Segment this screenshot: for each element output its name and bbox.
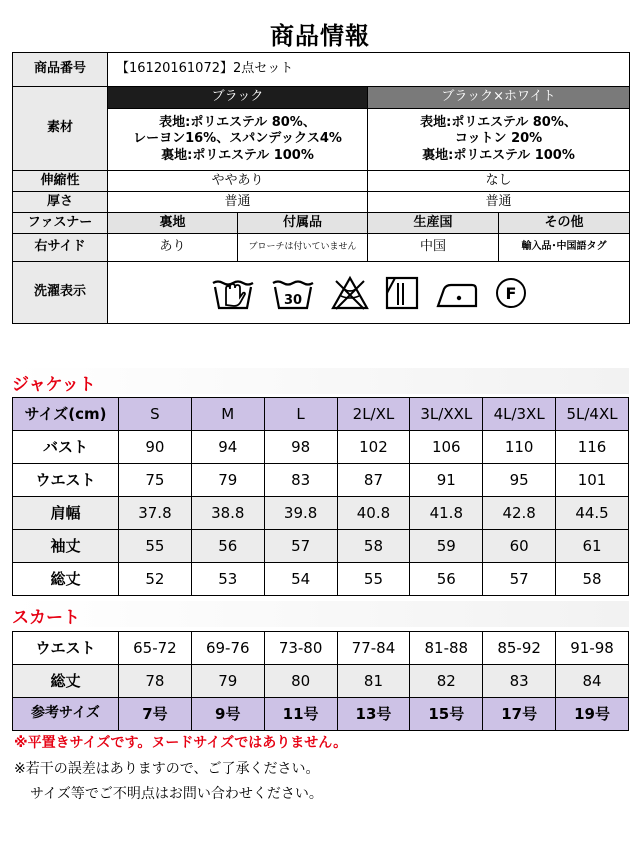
row-label: ウエスト xyxy=(13,464,119,497)
table-cell: 95 xyxy=(483,464,556,497)
material-black-white-line: コットン 20% xyxy=(454,131,543,147)
table-cell: 15号 xyxy=(410,698,483,731)
table-cell: 37.8 xyxy=(119,497,192,530)
note-flat-measure: ※平置きサイズです。ヌードサイズではありません。 xyxy=(14,735,348,751)
table-cell: 11号 xyxy=(264,698,337,731)
table-cell: 9号 xyxy=(191,698,264,731)
table-cell: 57 xyxy=(264,530,337,563)
table-cell: 79 xyxy=(191,464,264,497)
table-cell: 87 xyxy=(337,464,410,497)
accessory-label: 付属品 xyxy=(238,213,368,234)
table-cell: 116 xyxy=(556,431,629,464)
note-inquiry: サイズ等でご不明点はお問い合わせください。 xyxy=(30,786,323,802)
table-cell: 7号 xyxy=(119,698,192,731)
row-label: ウエスト xyxy=(13,632,119,665)
table-cell: 59 xyxy=(410,530,483,563)
table-cell: 40.8 xyxy=(337,497,410,530)
table-cell: 53 xyxy=(191,563,264,596)
table-cell: 80 xyxy=(264,665,337,698)
jacket-header-cell: 4L/3XL xyxy=(483,398,556,431)
material-black-white xyxy=(368,109,630,171)
table-cell: 83 xyxy=(264,464,337,497)
material-black-white-line: 裏地:ポリエステル 100% xyxy=(422,147,575,163)
row-label: 袖丈 xyxy=(13,530,119,563)
table-row xyxy=(13,665,629,698)
side-label: 右サイド xyxy=(13,234,108,262)
jacket-header-cell: 2L/XL xyxy=(337,398,410,431)
jacket-heading-bar xyxy=(12,368,629,394)
stretch-label: 伸縮性 xyxy=(13,171,108,192)
table-cell: 58 xyxy=(556,563,629,596)
table-row xyxy=(13,563,629,596)
skirt-heading-bar xyxy=(12,601,629,627)
table-cell: 41.8 xyxy=(410,497,483,530)
table-cell: 57 xyxy=(483,563,556,596)
iron-low-icon xyxy=(434,275,480,311)
table-cell: 55 xyxy=(337,563,410,596)
thickness-black-white: 普通 xyxy=(368,192,630,213)
row-label: バスト xyxy=(13,431,119,464)
table-row xyxy=(13,431,629,464)
material-black xyxy=(108,109,368,171)
table-row xyxy=(13,464,629,497)
table-cell: 85-92 xyxy=(483,632,556,665)
row-label: 参考サイズ xyxy=(13,698,119,731)
accessory-value: ブローチは付いていません xyxy=(238,234,368,262)
table-cell: 75 xyxy=(119,464,192,497)
dry-clean-letter: F xyxy=(505,283,516,303)
no-bleach-icon xyxy=(330,275,370,311)
table-row xyxy=(13,497,629,530)
row-label: 総丈 xyxy=(13,563,119,596)
table-cell: 13号 xyxy=(337,698,410,731)
page-title: 商品情報 xyxy=(270,22,370,50)
row-label: 肩幅 xyxy=(13,497,119,530)
table-row xyxy=(13,698,629,731)
table-cell: 106 xyxy=(410,431,483,464)
table-cell: 44.5 xyxy=(556,497,629,530)
wash-temp-text: 30 xyxy=(283,292,302,308)
color-black-header: ブラック xyxy=(108,87,368,109)
material-black-line: 表地:ポリエステル 80%、 xyxy=(159,115,316,131)
stretch-black-white: なし xyxy=(368,171,630,192)
table-cell: 94 xyxy=(191,431,264,464)
table-cell: 42.8 xyxy=(483,497,556,530)
table-cell: 56 xyxy=(191,530,264,563)
origin-label: 生産国 xyxy=(368,213,499,234)
table-cell: 58 xyxy=(337,530,410,563)
other-value: 輸入品･中国語タグ xyxy=(499,234,630,262)
stretch-black: ややあり xyxy=(108,171,368,192)
table-cell: 78 xyxy=(119,665,192,698)
thickness-label: 厚さ xyxy=(13,192,108,213)
jacket-header-cell: サイズ(cm) xyxy=(13,398,119,431)
fastener-label: ファスナー xyxy=(13,213,108,234)
wash-30-icon xyxy=(270,275,316,311)
product-info-table xyxy=(12,52,630,324)
wash-symbols xyxy=(108,262,630,324)
table-cell: 98 xyxy=(264,431,337,464)
table-cell: 79 xyxy=(191,665,264,698)
wash-label: 洗濯表示 xyxy=(13,262,108,324)
table-cell: 77-84 xyxy=(337,632,410,665)
table-cell: 38.8 xyxy=(191,497,264,530)
table-cell: 91-98 xyxy=(556,632,629,665)
table-row xyxy=(13,632,629,665)
table-cell: 110 xyxy=(483,431,556,464)
table-cell: 84 xyxy=(556,665,629,698)
material-black-line: 裏地:ポリエステル 100% xyxy=(161,147,314,163)
product-number-value: 【16120161072】2点セット xyxy=(108,53,630,87)
table-cell: 19号 xyxy=(556,698,629,731)
table-cell: 55 xyxy=(119,530,192,563)
jacket-heading: ジャケット xyxy=(12,375,96,395)
table-cell: 91 xyxy=(410,464,483,497)
origin-value: 中国 xyxy=(368,234,499,262)
material-black-line: レーヨン16%、スパンデックス4% xyxy=(133,131,342,147)
jacket-header-cell: 3L/XXL xyxy=(410,398,483,431)
material-black-white-line: 表地:ポリエステル 80%、 xyxy=(420,115,577,131)
skirt-size-table xyxy=(12,631,629,731)
skirt-heading: スカート xyxy=(12,608,80,628)
table-cell: 73-80 xyxy=(264,632,337,665)
table-cell: 65-72 xyxy=(119,632,192,665)
table-cell: 54 xyxy=(264,563,337,596)
table-row xyxy=(13,530,629,563)
jacket-header-cell: 5L/4XL xyxy=(556,398,629,431)
table-cell: 90 xyxy=(119,431,192,464)
table-cell: 60 xyxy=(483,530,556,563)
jacket-header-cell: L xyxy=(264,398,337,431)
table-cell: 102 xyxy=(337,431,410,464)
table-cell: 17号 xyxy=(483,698,556,731)
lining-value: あり xyxy=(108,234,238,262)
other-label: その他 xyxy=(499,213,630,234)
table-cell: 52 xyxy=(119,563,192,596)
lining-label: 裏地 xyxy=(108,213,238,234)
table-cell: 81 xyxy=(337,665,410,698)
thickness-black: 普通 xyxy=(108,192,368,213)
dry-clean-f-icon xyxy=(494,276,528,310)
drip-dry-icon xyxy=(384,275,420,311)
jacket-header-cell: S xyxy=(119,398,192,431)
table-cell: 56 xyxy=(410,563,483,596)
table-cell: 39.8 xyxy=(264,497,337,530)
table-cell: 61 xyxy=(556,530,629,563)
table-cell: 81-88 xyxy=(410,632,483,665)
jacket-size-table xyxy=(12,397,629,596)
jacket-header-cell: M xyxy=(191,398,264,431)
table-cell: 101 xyxy=(556,464,629,497)
note-error-margin: ※若干の誤差はありますので、ご了承ください。 xyxy=(14,761,320,777)
material-label: 素材 xyxy=(13,87,108,171)
table-cell: 83 xyxy=(483,665,556,698)
table-cell: 69-76 xyxy=(191,632,264,665)
hand-wash-icon xyxy=(210,275,256,311)
row-label: 総丈 xyxy=(13,665,119,698)
jacket-header-row xyxy=(13,398,629,431)
color-black-white-header: ブラック×ホワイト xyxy=(368,87,630,109)
table-cell: 82 xyxy=(410,665,483,698)
product-number-label: 商品番号 xyxy=(13,53,108,87)
